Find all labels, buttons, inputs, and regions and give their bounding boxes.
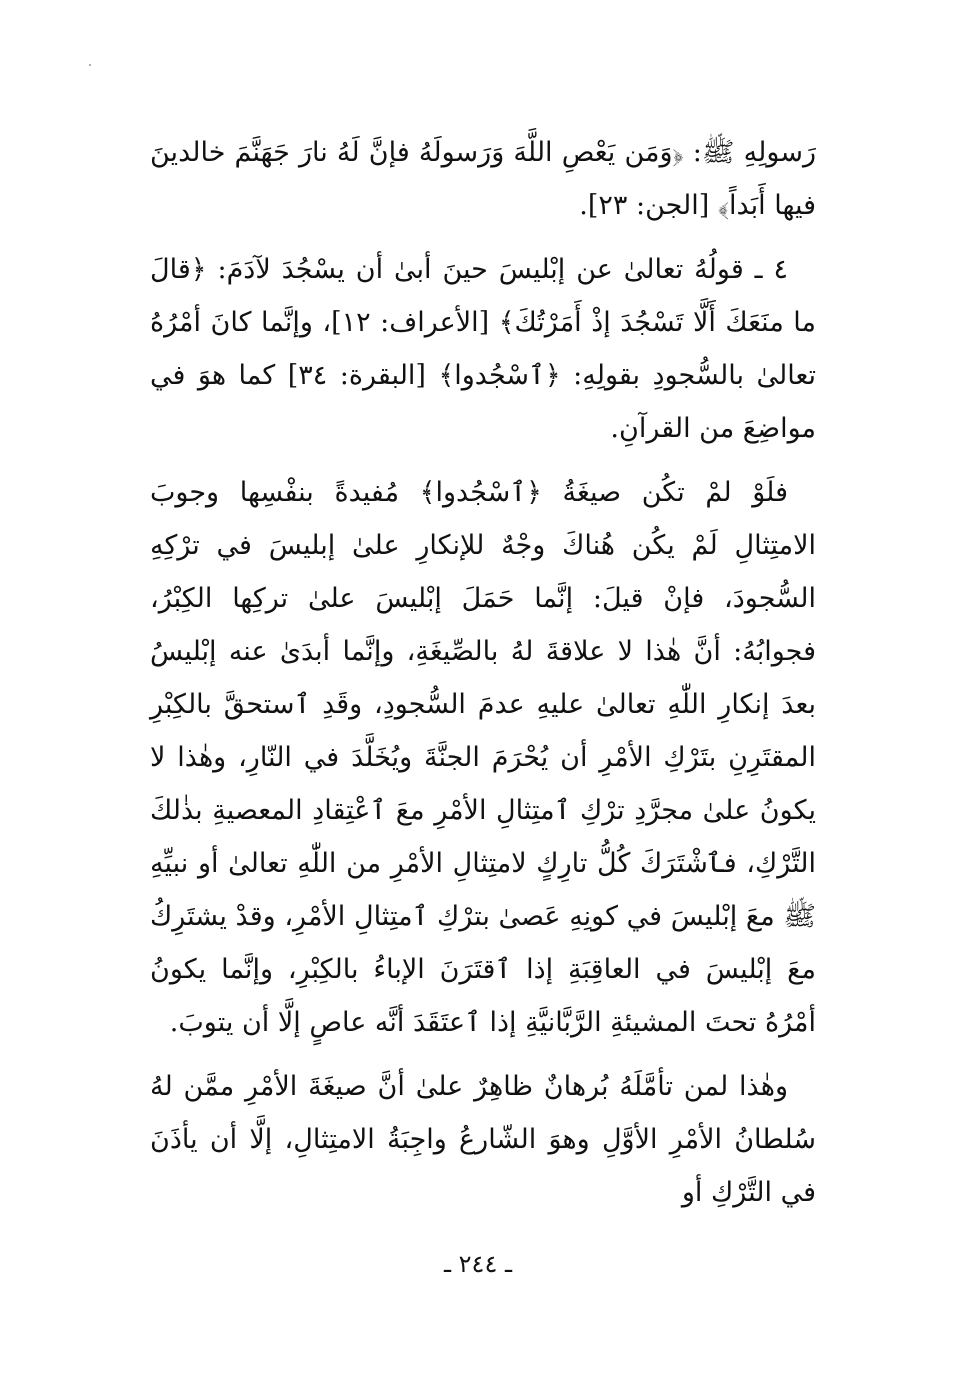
scan-speck bbox=[89, 64, 91, 66]
paragraph-argument: فلَوْ لمْ تكُن صيغَةُ ﴿ٱسْجُدوا﴾ مُفيدةً بنفْسِها وجوبَ الامتِثالِ لَمْ يكُن هُناكَ وجْهٌ للإنكارِ علىٰ إبليسَ في ترْكِهِ السُّجودَ، فإنْ قيلَ: إنَّما حَمَلَ إبْليسَ علىٰ تركِها الكِبْرُ، فجوابُهُ: أنَّ هٰذا لا علاقةَ لهُ بالصِّيغَةِ، وإنَّما أبدَىٰ عنه إبْليسُ بعدَ إنكارِ اللّٰهِ تعالىٰ عليهِ عدمَ السُّجودِ، وقَدِ ٱستحقَّ بالكِبْرِ المقتَرِنِ بتَرْكِ الأمْرِ أن يُحْرَمَ الجنَّةَ ويُخَلَّدَ في النّارِ، وهٰذا لا يكونُ علىٰ مجرَّدِ ترْكِ ٱمتِثالِ الأمْرِ معَ ٱعْتِقادِ المعصيةِ بذٰلكَ التَّرْكِ، فٱشْتَرَكَ كُلُّ تارِكٍ لامتِثالِ الأمْرِ من اللّٰهِ تعالىٰ أو نبيِّهِ ﷺ معَ إبْليسَ في كونِهِ عَصىٰ بترْكِ ٱمتِثالِ الأمْرِ، وقدْ يشتَرِكُ معَ إبْليسَ في العاقِبَةِ إذا ٱقتَرَنَ الإباءُ بالكِبْرِ، وإنَّما يكونُ أمْرُهُ تحتَ المشيئةِ الرَّبَّانيَّةِ إذا ٱعتَقَدَ أنَّه عاصٍ إلَّا أن يتوبَ. bbox=[150, 477, 816, 1038]
paragraph-continuation: رَسولِهِ ﷺ: ﴿وَمَن يَعْصِ اللَّهَ وَرَسولَهُ فإنَّ لَهُ نارَ جَهَنَّمَ خالدينَ فيها أَبَداً﴾ [الجن: ٢٣]. bbox=[150, 137, 816, 221]
page-number: ـ ٢٤٤ ـ bbox=[443, 1250, 512, 1278]
paragraph-point-4: ٤ ـ قولُهُ تعالىٰ عن إبْليسَ حينَ أبىٰ أن يسْجُدَ لآدَمَ: ﴿قالَ ما منَعَكَ أَلَّا تَسْجُدَ إذْ أَمَرْتُكَ﴾ [الأعراف: ١٢]، وإنَّما كانَ أمْرُهُ تعالىٰ بالسُّجودِ بقولِهِ: ﴿ٱسْجُدوا﴾ [البقرة: ٣٤] كما هوَ في مواضِعَ من القرآنِ. bbox=[150, 254, 816, 444]
paragraph-conclusion: وهٰذا لمن تأمَّلَهُ بُرهانٌ ظاهِرٌ علىٰ أنَّ صيغَةَ الأمْرِ ممَّن لهُ سُلطانُ الأمْرِ الأوَّلِ وهوَ الشّارعُ واجِبَةُ الامتِثالِ، إلَّا أن يأذَنَ في التَّرْكِ أو bbox=[150, 1071, 816, 1208]
page-body bbox=[150, 126, 816, 1219]
